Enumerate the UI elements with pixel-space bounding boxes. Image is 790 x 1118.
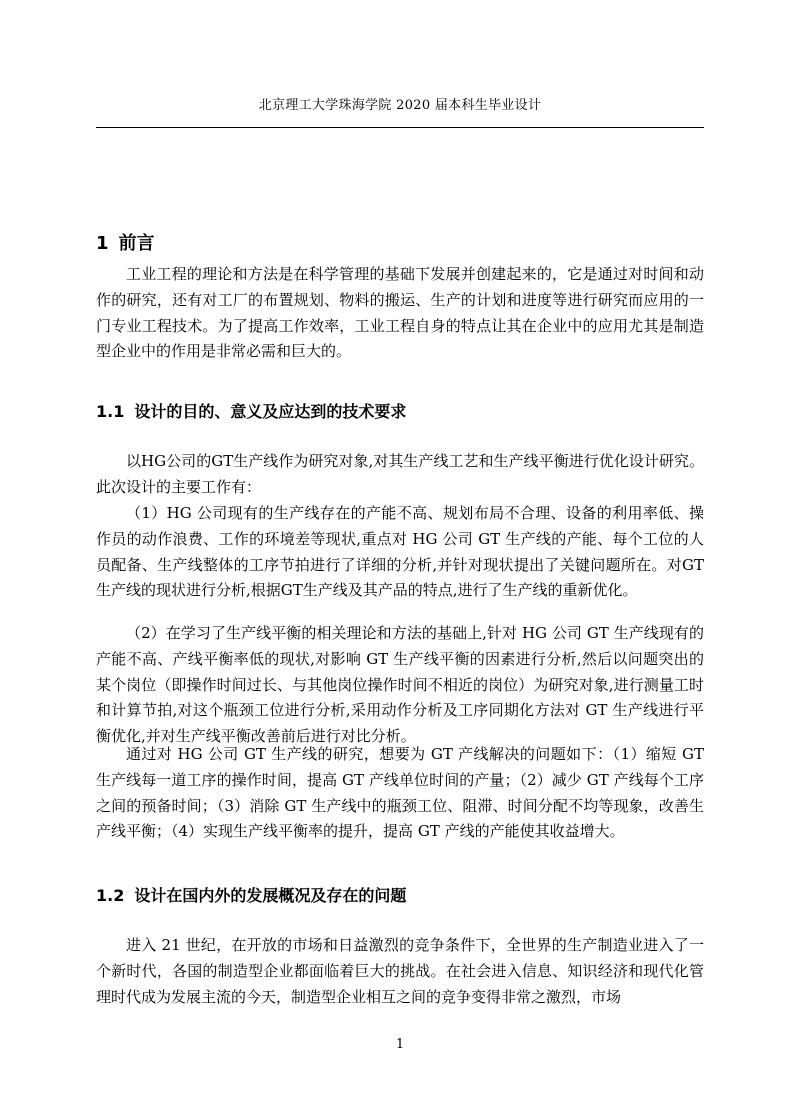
section-1-paragraph: 工业工程的理论和方法是在科学管理的基础下发展并创建起来的，它是通过对时间和动作的研究，还有对工厂的布置规划、物料的搬运、生产的计划和进度等进行研究而应用的一门专业工程技术。为了提高工作效率，工业工程自身的特点让其在企业中的应用尤其是制造型企业中的作用是非常必需和巨大的。 [96,265,704,361]
page-number: 1 [395,1037,405,1052]
page-header: 北京理工大学珠海学院 2020 届本科生毕业设计 [258,98,542,113]
header-divider [96,127,704,128]
section-1-1-title: 设计的目的、意义及应达到的技术要求 [134,402,407,421]
section-1-title: 前言 [118,233,155,254]
section-1-1-paragraph-2: （1）HG 公司现有的生产线存在的产能不高、规划布局不合理、设备的利用率低、操作员的动作浪费、工作的环境差等现状,重点对 HG 公司 GT 生产线的产能、每个工位的人员配备、生产线整体的工序节拍进行了详细的分析,并针对现状提出了关键问题所在。对GT生产线的现状进行分析,根据GT生产线及其产品的特点,进行了生产线的重新优化。 [96,504,704,600]
section-1-2-number: 1.2 [96,886,125,905]
section-1-1-number: 1.1 [96,402,125,421]
section-1-2-heading [96,883,704,906]
section-1-1-paragraph-1: 以HG公司的GT生产线作为研究对象,对其生产线工艺和生产线平衡进行优化设计研究。此次设计的主要工作有： [96,452,704,496]
section-1-2-paragraph: 进入 21 世纪，在开放的市场和日益激烈的竞争条件下，全世界的生产制造业进入了一个新时代，各国的制造型企业都面临着巨大的挑战。在社会进入信息、知识经济和现代化管理时代成为发展主流的今天，制造型企业相互之间的竞争变得非常之激烈，市场 [96,936,704,1006]
section-1-1-paragraph-3: （2）在学习了生产线平衡的相关理论和方法的基础上,针对 HG 公司 GT 生产线现有的产能不高、产线平衡率低的现状,对影响 GT 生产线平衡的因素进行分析,然后以问题突出的某个岗位（即操作时间过长、与其他岗位操作时间不相近的岗位）为研究对象,进行测量工时和计算节拍,对这个瓶颈工位进行分析,采用动作分析及工序同期化方法对 GT 生产线进行平衡优化,并对生产线平衡改善前后进行对比分析。 [96,624,704,746]
section-1-heading [96,229,704,255]
section-1-1-paragraph-4: 通过对 HG 公司 GT 生产线的研究，想要为 GT 产线解决的问题如下：（1）缩短 GT 生产线每一道工序的操作时间，提高 GT 产线单位时间的产量；（2）减少 GT 产线每个工序之间的预备时间；（3）消除 GT 生产线中的瓶颈工位、阻滞、时间分配不均等现象，改善生产线平衡；（4）实现生产线平衡率的提升，提高 GT 产线的产能使其收益增大。 [96,745,704,841]
section-1-2-title: 设计在国内外的发展概况及存在的问题 [134,886,407,905]
section-1-1-heading [96,399,704,422]
section-1-number: 1 [96,233,109,254]
